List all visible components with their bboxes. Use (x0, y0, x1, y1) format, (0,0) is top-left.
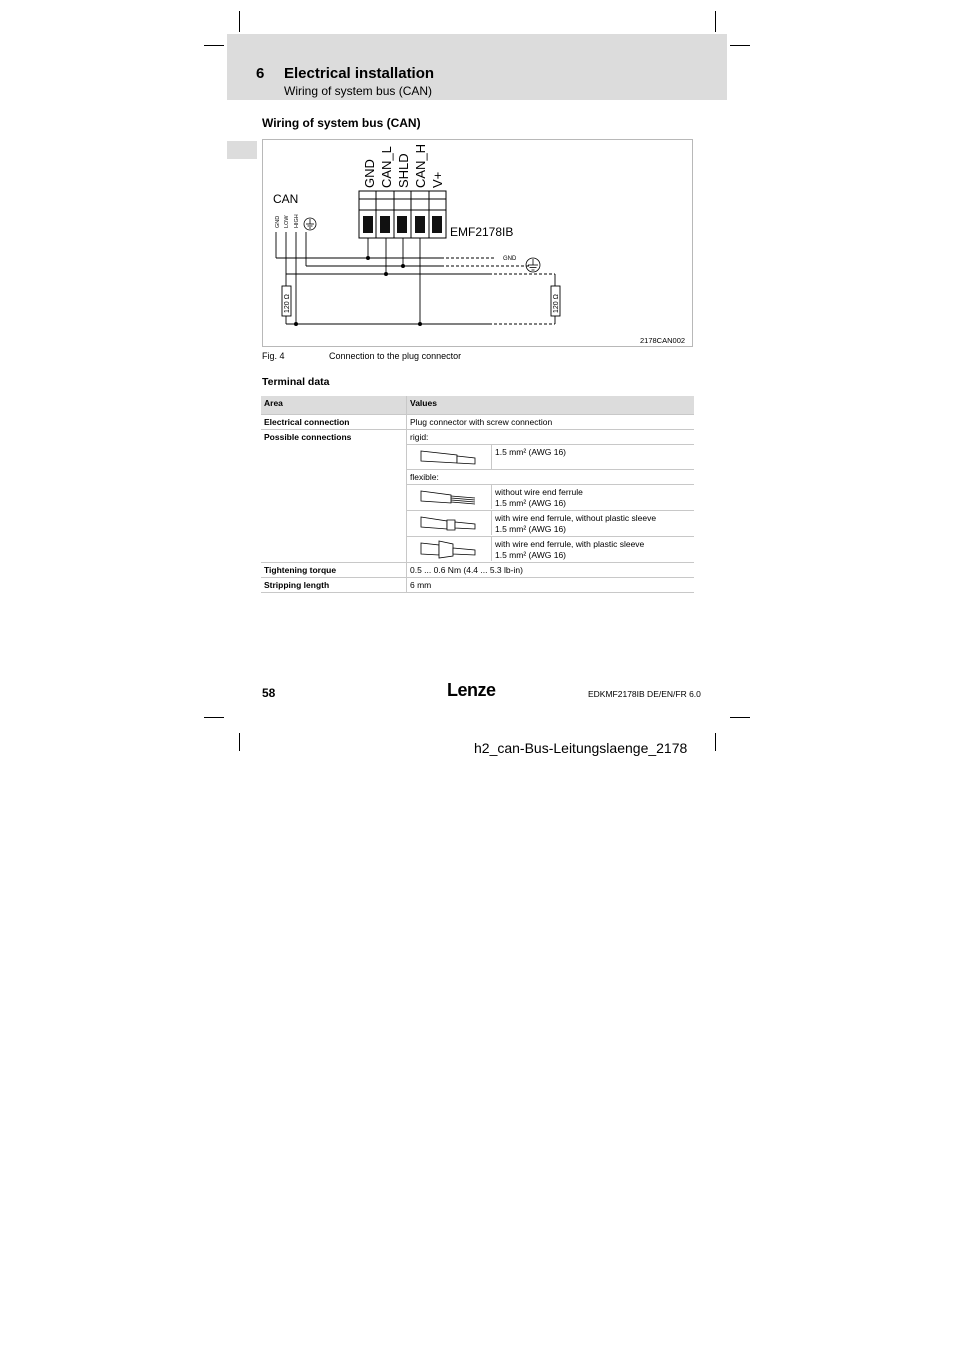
terminal-label-shld: SHLD (396, 153, 411, 188)
terminal-label-gnd: GND (362, 159, 377, 188)
terminal-label-can-h: CAN_H (413, 143, 428, 188)
list-item (407, 444, 694, 469)
flex1-description: without wire end ferrule (495, 487, 583, 497)
can-pin-high: HIGH (294, 214, 300, 228)
terminating-resistor-right (551, 286, 560, 316)
resistor-label: 120 Ω (284, 294, 291, 313)
figure-caption-number: Fig. 4 (262, 351, 285, 361)
lenze-logo: Lenze (447, 680, 496, 700)
table-row (261, 415, 694, 430)
list-item (407, 536, 694, 562)
table-header-values: Values (407, 396, 695, 415)
figure-caption-text: Connection to the plug connector (329, 351, 462, 361)
ground-icon (526, 258, 540, 272)
rigid-wire-icon (407, 445, 492, 469)
can-pin-low: LOW (284, 215, 290, 228)
table-row (261, 578, 694, 593)
module-label: EMF2178IB (450, 225, 514, 239)
gnd-wire-label: GND (503, 256, 517, 262)
flex3-size: 1.5 mm² (AWG 16) (495, 549, 566, 560)
terminal-label-vplus: V+ (430, 171, 445, 188)
list-item (407, 510, 694, 536)
junction-dots (294, 256, 422, 326)
file-name: h2_can-Bus-Leitungslaenge_2178 (474, 740, 688, 756)
terminal-data-title: Terminal data (262, 376, 330, 388)
row-area-tightening-torque: Tightening torque (261, 563, 407, 578)
table-row (261, 430, 694, 563)
crop-mark (730, 45, 750, 46)
row-area-electrical-connection: Electrical connection (261, 415, 407, 430)
rigid-label: rigid: (410, 432, 429, 442)
table-header-row (261, 396, 694, 415)
crop-mark (715, 733, 716, 751)
chapter-title: Electrical installation (284, 65, 435, 82)
crop-mark (239, 733, 240, 751)
plug-connector (359, 191, 446, 238)
terminating-resistor-left (282, 286, 291, 316)
document-id: EDKMF2178IB DE/EN/FR 6.0 (588, 689, 701, 699)
crop-mark (204, 45, 224, 46)
table-header-area: Area (261, 396, 407, 415)
crop-mark (204, 717, 224, 718)
ferrule-no-sleeve-icon (407, 511, 492, 535)
row-area-possible-connections: Possible connections (261, 430, 407, 563)
can-pin-gnd: GND (275, 215, 281, 228)
row-value-electrical-connection: Plug connector with screw connection (407, 415, 695, 430)
wiring-lines (276, 232, 555, 324)
row-value-tightening-torque: 0.5 ... 0.6 Nm (4.4 ... 5.3 lb-in) (407, 563, 695, 578)
row-value-stripping-length: 6 mm (407, 578, 695, 593)
flex3-description: with wire end ferrule, with plastic sleeve (495, 539, 645, 549)
chapter-number: 6 (256, 65, 265, 82)
crop-mark (239, 11, 240, 32)
ground-icon (304, 218, 316, 230)
chapter-subtitle: Wiring of system bus (CAN) (284, 84, 433, 98)
flex2-size: 1.5 mm² (AWG 16) (495, 523, 566, 534)
flex2-description: with wire end ferrule, without plastic sleeve (495, 513, 657, 523)
flexible-label: flexible: (407, 469, 694, 484)
resistor-label: 120 Ω (553, 294, 560, 313)
rigid-value: 1.5 mm² (AWG 16) (495, 447, 566, 457)
terminal-label-can-l: CAN_L (379, 146, 394, 188)
side-tab-marker (227, 141, 257, 159)
can-label: CAN (273, 192, 299, 206)
ferrule-with-sleeve-icon (407, 537, 492, 561)
terminal-data-table (261, 396, 694, 593)
wiring-diagram (263, 140, 694, 348)
crop-mark (730, 717, 750, 718)
flex1-size: 1.5 mm² (AWG 16) (495, 497, 566, 508)
page-number: 58 (262, 686, 276, 700)
list-item (407, 484, 694, 510)
crop-mark (715, 11, 716, 32)
section-title: Wiring of system bus (CAN) (262, 116, 421, 130)
wiring-figure (262, 139, 693, 347)
row-area-stripping-length: Stripping length (261, 578, 407, 593)
table-row (261, 563, 694, 578)
flexible-wire-no-ferrule-icon (407, 485, 492, 509)
row-value-possible-connections (407, 430, 695, 563)
figure-id: 2178CAN002 (640, 336, 686, 345)
